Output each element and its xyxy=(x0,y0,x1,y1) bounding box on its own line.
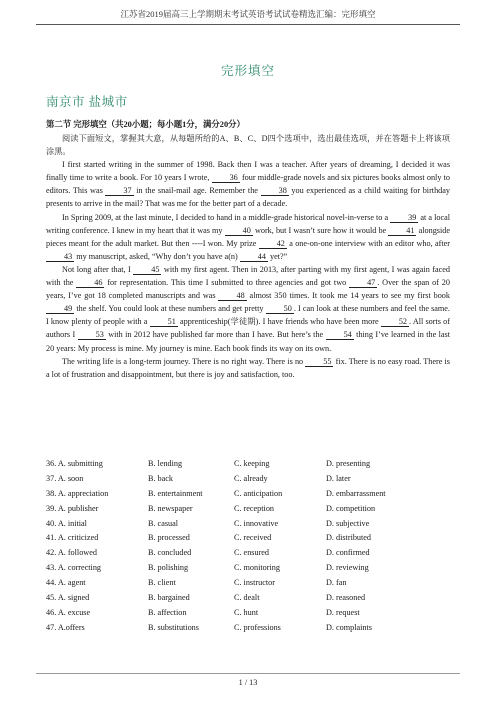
option-row-36 xyxy=(46,457,450,472)
blank-45: 45 xyxy=(133,265,161,275)
option: C. received xyxy=(234,533,272,543)
blank-36: 36 xyxy=(212,173,240,183)
option: C. ensured xyxy=(234,548,270,558)
region-heading: 南京市 盐城市 xyxy=(46,95,128,109)
option: B. bargained xyxy=(148,593,190,603)
option: 42. A. followed xyxy=(46,548,97,558)
option-row-39 xyxy=(46,502,450,517)
option: C. keeping xyxy=(234,459,270,468)
blank-42: 42 xyxy=(259,239,287,249)
option: C. dealt xyxy=(234,593,260,603)
option: B. newspaper xyxy=(148,503,193,513)
option: 39. A. publisher xyxy=(46,503,99,513)
blank-40: 40 xyxy=(225,226,253,236)
option: D. complaints xyxy=(326,622,372,632)
option: D. distributed xyxy=(326,533,372,543)
passage-paragraph-1: I first started writing in the summer of 1998. Back then I was a teacher. After years of dreaming, I decided it was finally time to write a book. For 10 years I wrote, 36 four middle-grade novels and six pictures books almost only to editors. This was 37 in the snail-mail age. Remember the 38 you experienced as a child waiting for birthday presents to arrive in the mail? That was me for the better part of a decade. xyxy=(46,160,450,209)
passage-paragraph-2: In Spring 2009, at the last minute, I decided to hand in a middle-grade historical novel-in-verse to a 39 at a local writing conference. I knew in my heart that it was my 40 work, but I wasn’t sure how it would be 41 alongside pieces meant for the adult market. But then ----I won. My prize 42 a one-on-one interview with an editor who, after 43 my manuscript, asked, “Why don’t you have a(n) 44 yet?” xyxy=(46,212,450,261)
passage-paragraph-3: Not long after that, I 45 with my first agent. Then in 2013, after parting with my first agent, I was again faced with the 46 for representation. This time I submitted to three agencies and got two 47 . Over the span of 20 years, I’ve got 18 completed manuscripts and was 48 almost 350 times. It took me 14 years to see my first book 49 the shelf. You could look at these numbers and get pretty 50 . I can look at these numbers and feel the same. I know plenty of people with a 51 apprenticeship(学徒期). I have friends who have been more 52 . All sorts of authors I 53 with in 2012 have published far more than I have. But here’s the 54 thing I’ve learned in the last 20 years: My process is mine. My journey is mine. Each book finds its way on its own. xyxy=(46,264,450,353)
option: B. concluded xyxy=(148,548,192,558)
option-row-40 xyxy=(46,517,450,532)
option: B. processed xyxy=(148,533,190,543)
instruction-paragraph: 阅读下面短文，掌握其大意，从每题所给的A、B、C、D四个选项中，选出最佳选项，并在答题卡上将该项涂黑。 xyxy=(46,134,450,157)
passage xyxy=(46,132,450,381)
blank-52: 52 xyxy=(381,317,409,327)
option: 47. A.offers xyxy=(46,622,85,632)
option: C. innovative xyxy=(234,518,279,528)
option: 43. A. correcting xyxy=(46,563,102,573)
page-header: 江苏省2019届高三上学期期末考试英语考试试卷精选汇编：完形填空 xyxy=(120,9,376,19)
option: D. reviewing xyxy=(326,563,369,573)
option: D. confirmed xyxy=(326,548,370,558)
option: C. monitoring xyxy=(234,563,280,573)
option: C. professions xyxy=(234,622,281,632)
option-row-38 xyxy=(46,487,450,502)
option-row-44 xyxy=(46,576,450,591)
blank-41: 41 xyxy=(388,226,416,236)
blank-46: 46 xyxy=(76,278,104,288)
option: C. already xyxy=(234,473,268,483)
blank-49: 49 xyxy=(46,304,74,314)
option: D. later xyxy=(326,473,351,483)
option: C. hunt xyxy=(234,607,259,617)
option-row-43 xyxy=(46,561,450,576)
section-heading: 第二节 完形填空（共20小题；每小题1分，满分20分） xyxy=(46,120,245,129)
option: B. entertainment xyxy=(148,488,203,498)
header-divider xyxy=(36,24,460,25)
blank-44: 44 xyxy=(240,252,268,262)
option: 44. A. agent xyxy=(46,578,86,588)
option: C. anticipation xyxy=(234,488,283,498)
option-row-47 xyxy=(46,621,450,636)
option: B. back xyxy=(148,473,174,483)
answer-options xyxy=(46,457,450,636)
passage-paragraph-4: The writing life is a long-term journey. There is no right way. There is no 55 fix. There is no easy road. There is a lot of frustration and disappointment, but there is joy and satisfaction, too. xyxy=(46,356,450,379)
blank-39: 39 xyxy=(390,213,418,223)
blank-53: 53 xyxy=(78,330,106,340)
option: B. affection xyxy=(148,607,187,617)
option: B. substitutions xyxy=(148,622,199,632)
option: D. embarrassment xyxy=(326,488,386,498)
option-row-46 xyxy=(46,606,450,621)
option: 46. A. excuse xyxy=(46,607,91,617)
blank-37: 37 xyxy=(105,186,133,196)
option: D. request xyxy=(326,607,360,617)
blank-55: 55 xyxy=(305,357,333,367)
option-row-45 xyxy=(46,591,450,606)
option: D. competition xyxy=(326,503,376,513)
blank-38: 38 xyxy=(261,186,289,196)
option: 36. A. submitting xyxy=(46,459,103,468)
blank-50: 50 xyxy=(266,304,294,314)
page-number: 1 / 13 xyxy=(238,678,258,687)
option: 40. A. initial xyxy=(46,518,87,528)
option: 38. A. appreciation xyxy=(46,488,109,498)
option: B. client xyxy=(148,578,176,588)
footer-divider xyxy=(36,673,460,674)
blank-48: 48 xyxy=(218,291,246,301)
option-row-42 xyxy=(46,546,450,561)
option: D. presenting xyxy=(326,459,371,468)
option-row-37 xyxy=(46,472,450,487)
option: D. fan xyxy=(326,578,347,588)
option: B. polishing xyxy=(148,563,189,573)
blank-47: 47 xyxy=(349,278,377,288)
option: B. casual xyxy=(148,518,179,528)
blank-43: 43 xyxy=(46,252,74,262)
blank-51: 51 xyxy=(150,317,178,327)
option: 41. A. criticized xyxy=(46,533,99,543)
option: 37. A. soon xyxy=(46,473,84,483)
option: C. reception xyxy=(234,503,275,513)
blank-54: 54 xyxy=(326,330,354,340)
page-title: 完形填空 xyxy=(220,64,275,78)
option: 45. A. signed xyxy=(46,593,90,603)
option: D. subjective xyxy=(326,518,370,528)
option: D. reasoned xyxy=(326,593,366,603)
option-row-41 xyxy=(46,531,450,546)
option: C. instructor xyxy=(234,578,275,588)
option: B. lending xyxy=(148,459,183,468)
